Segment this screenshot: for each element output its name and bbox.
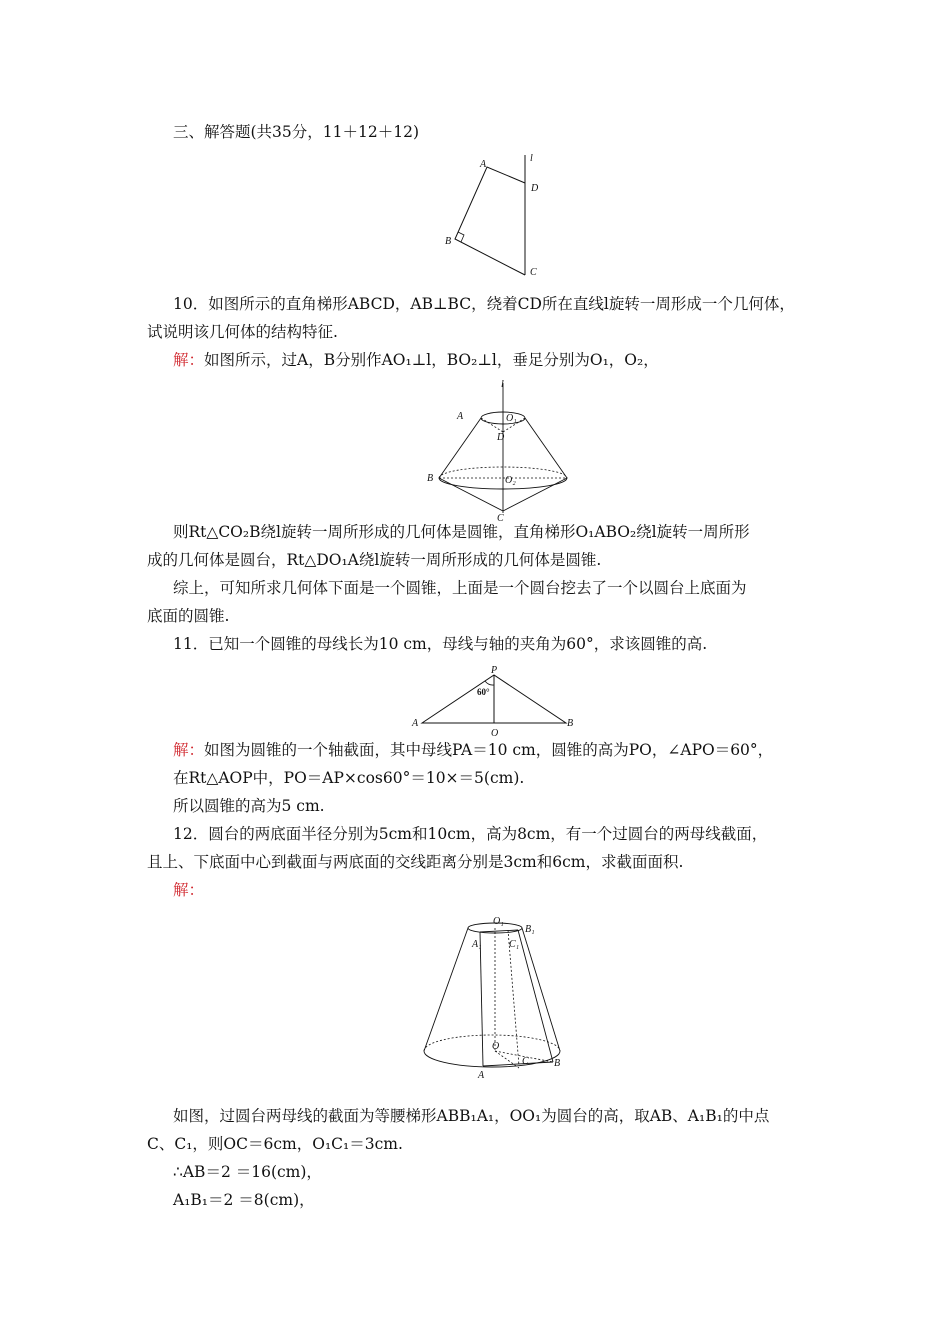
- fig1-label-a: A: [480, 159, 487, 170]
- q12-line2: 且上、下底面中心到截面与两底面的交线距离分别是3cm和6cm，求截面面积.: [147, 853, 684, 871]
- section-title: 三、解答题(共35分，11＋12＋12): [173, 123, 419, 141]
- q10-para1-line2: 成的几何体是圆台，Rt△DO₁A绕l旋转一周所形成的几何体是圆锥.: [147, 551, 602, 569]
- fig4-label-c: C: [522, 1056, 529, 1067]
- q12-para-line1: 如图，过圆台两母线的截面为等腰梯形ABB₁A₁，OO₁为圆台的高，取AB、A₁B₁的中点: [173, 1107, 770, 1125]
- q11-solution-line1: [173, 740, 773, 760]
- q12-eq1: ∴AB＝2 ＝16(cm)，: [173, 1163, 322, 1181]
- q11-solution-line3: 所以圆锥的高为5 cm.: [173, 797, 325, 815]
- figure-rotated-solid: [425, 379, 565, 524]
- figure-frustum: [420, 916, 570, 1081]
- fig2-label-b: B: [427, 473, 434, 484]
- fig1-label-b: B: [445, 236, 452, 247]
- fig4-label-a1: A₁: [472, 939, 482, 950]
- q10-para1-line1: 则Rt△CO₂B绕l旋转一周所形成的几何体是圆锥，直角梯形O₁ABO₂绕l旋转一周所形: [173, 523, 750, 541]
- fig2-label-l: l: [501, 379, 504, 390]
- fig1-label-d: D: [531, 183, 539, 194]
- fig2-label-a: A: [457, 411, 464, 422]
- figure-axial-section: [410, 665, 580, 737]
- fig3-angle-label: 60°: [477, 687, 490, 697]
- q10-solution-line1: [173, 350, 659, 370]
- q11-line1: 11．已知一个圆锥的母线长为10 cm，母线与轴的夹角为60°，求该圆锥的高.: [173, 635, 708, 653]
- q10-line1: 10．如图所示的直角梯形ABCD，AB⊥BC，绕着CD所在直线l旋转一周形成一个几何体，: [173, 295, 795, 313]
- figure-trapezoid: [440, 155, 550, 280]
- fig4-label-c1: C₁: [509, 939, 520, 950]
- q12-eq2: A₁B₁＝2 ＝8(cm)，: [173, 1191, 315, 1209]
- q10-line2: 试说明该几何体的结构特征.: [147, 323, 338, 341]
- q12-line1: 12．圆台的两底面半径分别为5cm和10cm，高为8cm，有一个过圆台的两母线截面，: [173, 825, 768, 843]
- fig3-label-p: P: [491, 665, 498, 676]
- q10-solution-text: 如图所示，过A，B分别作AO₁⊥l，BO₂⊥l，垂足分别为O₁，O₂，: [204, 351, 659, 369]
- q10-para2-line2: 底面的圆锥.: [147, 607, 230, 625]
- fig4-label-b1: B₁: [525, 924, 535, 935]
- fig4-label-o: O: [492, 1041, 500, 1052]
- q10-para2-line1: 综上，可知所求几何体下面是一个圆锥，上面是一个圆台挖去了一个以圆台上底面为: [173, 579, 747, 597]
- q11-solution-text: 如图为圆锥的一个轴截面，其中母线PA＝10 cm，圆锥的高为PO，∠APO＝60°，: [204, 741, 774, 759]
- q11-solution-line2: 在Rt△AOP中，PO＝AP×cos60°＝10×＝5(cm).: [173, 769, 525, 787]
- fig4-label-o1: O₁: [493, 916, 504, 927]
- q10-solution-label: 解：: [173, 351, 205, 369]
- fig4-label-a: A: [478, 1070, 485, 1081]
- q11-solution-label: 解：: [173, 741, 205, 759]
- fig3-label-a: A: [412, 718, 419, 729]
- fig3-label-o: O: [491, 728, 499, 739]
- fig2-label-o2: O₂: [505, 475, 516, 486]
- fig4-label-b: B: [554, 1058, 561, 1069]
- fig1-label-c: C: [530, 267, 537, 278]
- q12-para-line2: C、C₁，则OC＝6cm，O₁C₁＝3cm.: [147, 1135, 403, 1153]
- q12-solution-label: 解：: [173, 881, 205, 899]
- fig2-label-o1: O₁: [506, 413, 517, 424]
- fig1-label-l: l: [530, 153, 533, 164]
- fig2-label-d: D: [497, 432, 505, 443]
- fig3-label-b: B: [567, 718, 574, 729]
- fig2-label-c: C: [497, 513, 504, 524]
